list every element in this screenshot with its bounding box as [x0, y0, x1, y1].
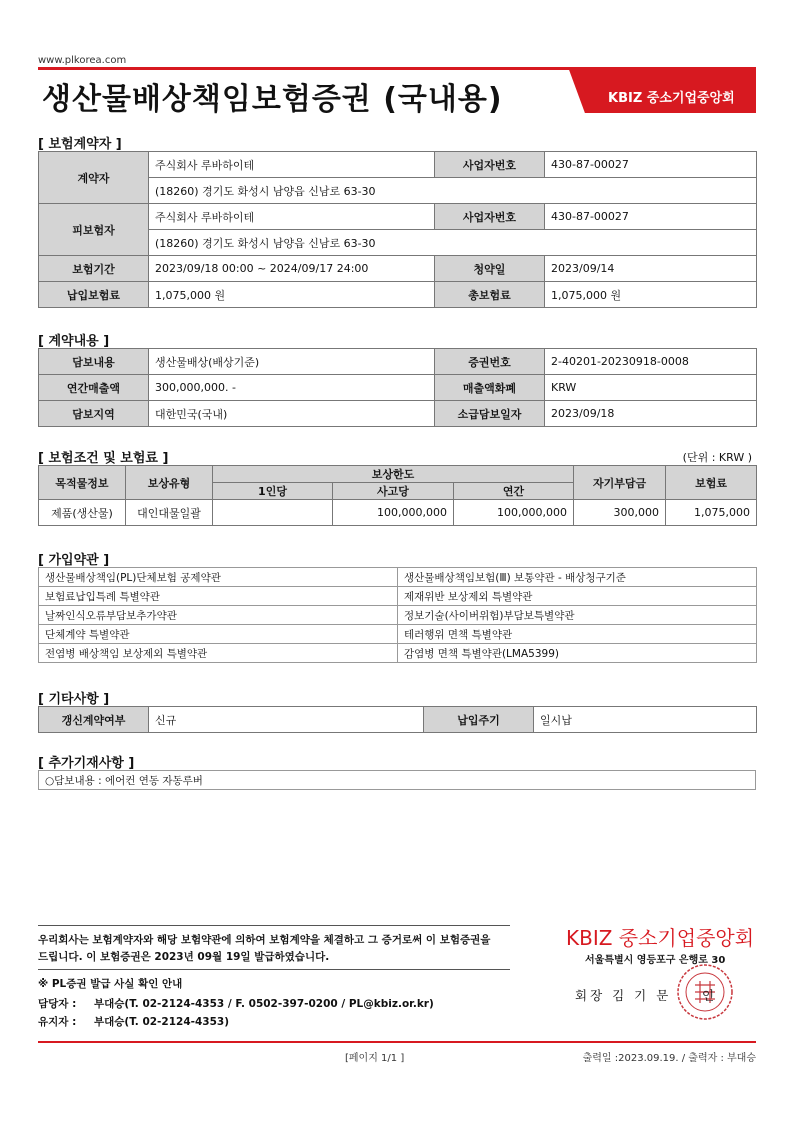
sales-currency-label: 매출액화폐	[435, 375, 545, 401]
manager-label: 담당자 :	[38, 998, 77, 1010]
row-type: 대인대물일괄	[126, 500, 213, 526]
policyholder-address: (18260) 경기도 화성시 남양읍 신남로 63-30	[149, 178, 757, 204]
notice-bottom-rule	[38, 969, 510, 970]
issuer-address: 서울특별시 영등포구 은행로 30	[585, 955, 726, 966]
manager-line	[38, 996, 434, 1013]
website-url[interactable]: www.plkorea.com	[38, 55, 127, 66]
col-per-person: 1인당	[213, 483, 333, 500]
print-info: 출력일 :2023.09.19. / 출력자 : 부대승	[582, 1053, 756, 1064]
col-deductible: 자기부담금	[574, 466, 666, 500]
contract-detail-table	[38, 348, 757, 427]
row-deductible: 300,000	[574, 500, 666, 526]
issuer-president: 회장 김 기 문	[575, 988, 672, 1003]
issuer-logo: KBIZ 중소기업중앙회	[566, 926, 755, 950]
total-premium: 1,075,000 원	[545, 282, 757, 308]
clause-right-item: 정보기술(사이버위험)부담보특별약관	[398, 606, 757, 625]
policyholder-name: 주식회사 루바하이테	[149, 152, 435, 178]
clause-left-item: 생산물배상책임(PL)단체보험 공제약관	[39, 568, 398, 587]
insurance-period: 2023/09/18 00:00 ~ 2024/09/17 24:00	[149, 256, 435, 282]
payment-cycle-value: 일시납	[534, 707, 757, 733]
manager-contact: 부대승(T. 02-2124-4353 / F. 0502-397-0200 / PL@kbiz.or.kr)	[94, 998, 434, 1010]
contract-party-table	[38, 151, 757, 308]
row-annual: 100,000,000	[454, 500, 574, 526]
maintainer-label: 유지자 :	[38, 1016, 77, 1028]
page-indicator: [페이지 1/1 ]	[345, 1053, 405, 1064]
clause-right-item: 생산물배상책임보험(Ⅲ) 보통약관 - 배상청구기준	[398, 568, 757, 587]
col-annual: 연간	[454, 483, 574, 500]
period-label: 보험기간	[39, 256, 149, 282]
clause-left-item: 단체계약 특별약관	[39, 625, 398, 644]
others-table	[38, 706, 757, 733]
section-clauses: [ 가입약관 ]	[38, 553, 110, 568]
notice-line-1: 우리회사는 보험계약자와 해당 보험약관에 의하여 보험계약을 체결하고 그 증거로써 이 보험증권을	[38, 934, 491, 946]
insured-label: 피보험자	[39, 204, 149, 256]
clause-left-item: 전염병 배상책임 보상제외 특별약관	[39, 644, 398, 663]
territory: 대한민국(국내)	[149, 401, 435, 427]
insured-address: (18260) 경기도 화성시 남양읍 신남로 63-30	[149, 230, 757, 256]
coverage-label: 담보내용	[39, 349, 149, 375]
clause-left-item: 날짜인식오류부담보추가약관	[39, 606, 398, 625]
col-per-accident: 사고당	[333, 483, 454, 500]
coverage: 생산물배상(배상기준)	[149, 349, 435, 375]
territory-label: 담보지역	[39, 401, 149, 427]
row-per-accident: 100,000,000	[333, 500, 454, 526]
additional-text: ○담보내용 : 에어컨 연동 자동루버	[39, 771, 756, 790]
certificate-no: 2-40201-20230918-0008	[545, 349, 757, 375]
section-conditions: [ 보험조건 및 보험료 ]	[38, 451, 169, 466]
subscription-date: 2023/09/14	[545, 256, 757, 282]
header-brand-logo: KBIZ 중소기업중앙회	[608, 91, 735, 106]
col-object: 목적물정보	[39, 466, 126, 500]
insured-bizno-label: 사업자번호	[435, 204, 545, 230]
section-contract-detail: [ 계약내용 ]	[38, 334, 110, 349]
col-limit: 보상한도	[213, 466, 574, 483]
insured-name: 주식회사 루바하이테	[149, 204, 435, 230]
annual-sales: 300,000,000. -	[149, 375, 435, 401]
clause-left-item: 보험료납입특례 특별약관	[39, 587, 398, 606]
notice-line-2: 드립니다. 이 보험증권은 2023년 09월 19일 발급하였습니다.	[38, 951, 330, 963]
footer-red-rule	[38, 1041, 756, 1043]
row-per-person	[213, 500, 333, 526]
renewal-value: 신규	[149, 707, 424, 733]
clause-right-item: 테러행위 면책 특별약관	[398, 625, 757, 644]
clauses-table	[38, 567, 757, 663]
maintainer-line	[38, 1014, 229, 1031]
sales-currency: KRW	[545, 375, 757, 401]
annual-sales-label: 연간매출액	[39, 375, 149, 401]
conditions-table	[38, 465, 757, 526]
section-contract-party: [ 보험계약자 ]	[38, 137, 122, 152]
renewal-label: 갱신계약여부	[39, 707, 149, 733]
pl-title: ※ PL증권 발급 사실 확인 안내	[38, 978, 183, 990]
policyholder-bizno-label: 사업자번호	[435, 152, 545, 178]
subscription-date-label: 청약일	[435, 256, 545, 282]
notice-text	[38, 932, 490, 966]
paid-premium: 1,075,000 원	[149, 282, 435, 308]
certificate-no-label: 증권번호	[435, 349, 545, 375]
seal-mark: 인	[702, 988, 715, 1003]
insured-bizno: 430-87-00027	[545, 204, 757, 230]
additional-table	[38, 770, 756, 790]
payment-cycle-label: 납입주기	[424, 707, 534, 733]
policyholder-bizno: 430-87-00027	[545, 152, 757, 178]
clause-right-item: 감염병 면책 특별약관(LMA5399)	[398, 644, 757, 663]
paid-premium-label: 납입보험료	[39, 282, 149, 308]
policyholder-label: 계약자	[39, 152, 149, 204]
notice-top-rule	[38, 925, 510, 926]
row-premium: 1,075,000	[666, 500, 757, 526]
section-others: [ 기타사항 ]	[38, 692, 110, 707]
section-additional: [ 추가기재사항 ]	[38, 756, 135, 771]
retro-date-label: 소급담보일자	[435, 401, 545, 427]
total-premium-label: 총보험료	[435, 282, 545, 308]
clause-right-item: 제재위반 보상제외 특별약관	[398, 587, 757, 606]
col-type: 보상유형	[126, 466, 213, 500]
maintainer-contact: 부대승(T. 02-2124-4353)	[94, 1016, 230, 1028]
col-premium: 보험료	[666, 466, 757, 500]
row-object: 제품(생산물)	[39, 500, 126, 526]
retro-date: 2023/09/18	[545, 401, 757, 427]
unit-note: (단위 : KRW )	[682, 451, 752, 464]
document-title: 생산물배상책임보험증권 (국내용)	[42, 82, 503, 117]
